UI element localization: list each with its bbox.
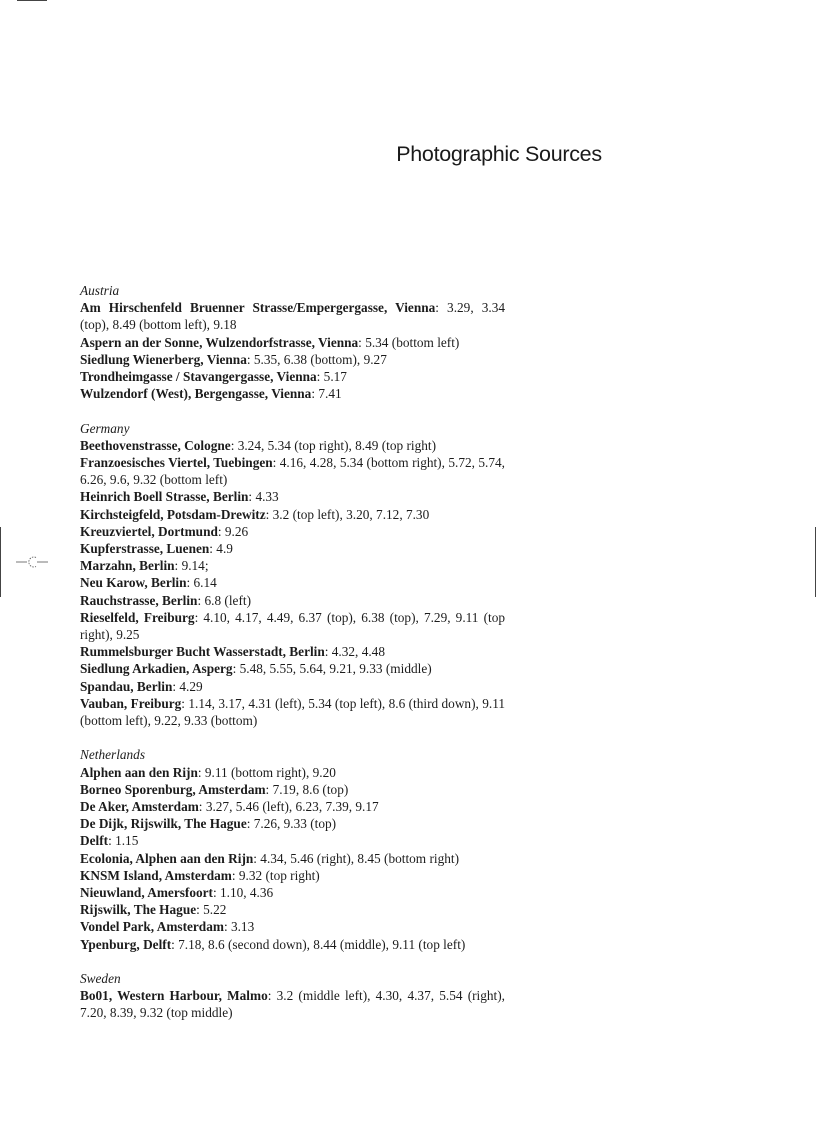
- source-entry: [80, 299, 505, 333]
- source-entry: [80, 488, 505, 505]
- entry-figure-references: : 3.27, 5.46 (left), 6.23, 7.39, 9.17: [198, 799, 379, 815]
- source-entry: [80, 454, 505, 488]
- entry-location-name: Kreuzviertel, Dortmund: [80, 523, 218, 539]
- source-entry: [80, 592, 505, 609]
- entry-location-name: Delft: [80, 833, 109, 849]
- entry-location-name: Marzahn, Berlin: [80, 558, 175, 574]
- entry-location-name: Ypenburg, Delft: [80, 936, 172, 952]
- entry-figure-references: : 9.14;: [174, 558, 209, 574]
- entry-figure-references: : 3.24, 5.34 (top right), 8.49 (top right): [230, 437, 437, 453]
- entry-location-name: Rauchstrasse, Berlin: [80, 592, 198, 608]
- entry-figure-references: : 6.8 (left): [197, 592, 251, 608]
- entry-location-name: Heinrich Boell Strasse, Berlin: [80, 489, 249, 505]
- entry-location-name: Rijswilk, The Hague: [80, 902, 197, 918]
- entry-figure-references: : 4.10, 4.17, 4.49, 6.37 (top), 6.38 (top), 7.29, 9.11 (top right), 9.25: [80, 609, 505, 643]
- source-entry: [80, 643, 505, 660]
- entry-figure-references: : 4.16, 4.28, 5.34 (bottom right), 5.72, 5.74, 6.26, 9.6, 9.32 (bottom left): [80, 455, 505, 488]
- entry-figure-references: : 6.14: [186, 575, 217, 591]
- source-entry: [80, 850, 505, 867]
- entry-figure-references: : 5.17: [316, 369, 347, 385]
- entry-figure-references: : 4.29: [172, 678, 203, 694]
- crop-mark-top: [17, 0, 47, 1]
- entry-figure-references: : 7.19, 8.6 (top): [265, 781, 349, 797]
- entry-figure-references: : 1.15: [108, 833, 139, 849]
- source-entry: [80, 987, 505, 1021]
- section-heading: Sweden: [80, 971, 121, 987]
- page-title: Photographic Sources: [396, 142, 602, 166]
- entry-location-name: Vauban, Freiburg: [80, 695, 182, 711]
- entry-figure-references: : 3.2 (top left), 3.20, 7.12, 7.30: [265, 506, 430, 522]
- entry-location-name: De Aker, Amsterdam: [80, 799, 199, 815]
- source-entry: [80, 918, 505, 935]
- entry-location-name: Bo01, Western Harbour, Malmo: [80, 988, 268, 1004]
- entry-figure-references: : 7.41: [311, 386, 342, 402]
- section-austria: [80, 282, 505, 402]
- source-entry: [80, 901, 505, 918]
- section-netherlands: [80, 746, 505, 952]
- entry-location-name: Spandau, Berlin: [80, 678, 173, 694]
- entry-figure-references: : 7.18, 8.6 (second down), 8.44 (middle), 9.11 (top left): [171, 936, 466, 952]
- entry-location-name: Am Hirschenfeld Bruenner Strasse/Empergergasse, Vienna: [80, 300, 436, 316]
- source-entry: [80, 506, 505, 523]
- section-heading: Netherlands: [80, 747, 146, 763]
- entry-figure-references: : 7.26, 9.33 (top): [246, 816, 337, 832]
- entry-figure-references: : 5.48, 5.55, 5.64, 9.21, 9.33 (middle): [232, 661, 432, 677]
- entry-figure-references: : 9.32 (top right): [231, 867, 320, 883]
- source-entry: [80, 798, 505, 815]
- entry-location-name: Franzoesisches Viertel, Tuebingen: [80, 455, 273, 471]
- source-entry: [80, 540, 505, 557]
- source-entry: [80, 764, 505, 781]
- entry-location-name: Aspern an der Sonne, Wulzendorfstrasse, Vienna: [80, 334, 359, 350]
- source-entry: [80, 574, 505, 591]
- source-entry: [80, 557, 505, 574]
- entry-location-name: Trondheimgasse / Stavangergasse, Vienna: [80, 369, 317, 385]
- source-entry: [80, 936, 505, 953]
- entry-location-name: Wulzendorf (West), Bergengasse, Vienna: [80, 386, 312, 402]
- source-entry: [80, 695, 505, 729]
- section-heading: Germany: [80, 420, 130, 436]
- source-entry: [80, 437, 505, 454]
- entry-figure-references: : 4.33: [248, 489, 279, 505]
- entry-figure-references: : 5.35, 6.38 (bottom), 9.27: [246, 351, 387, 367]
- entry-figure-references: : 9.11 (bottom right), 9.20: [197, 764, 336, 780]
- source-entry: [80, 815, 505, 832]
- sources-list: [80, 282, 505, 1039]
- source-entry: [80, 609, 505, 643]
- source-entry: [80, 334, 505, 351]
- entry-figure-references: : 3.29, 3.34 (top), 8.49 (bottom left), 9.18: [80, 300, 505, 333]
- entry-figure-references: : 5.22: [196, 902, 227, 918]
- entry-figure-references: : 1.10, 4.36: [212, 885, 274, 901]
- entry-figure-references: : 3.2 (middle left), 4.30, 4.37, 5.54 (right), 7.20, 8.39, 9.32 (top middle): [80, 988, 505, 1021]
- entry-figure-references: : 3.13: [223, 919, 255, 935]
- entry-figure-references: : 5.34 (bottom left): [358, 334, 460, 350]
- source-entry: [80, 867, 505, 884]
- section-heading: Austria: [80, 283, 120, 298]
- source-entry: [80, 884, 505, 901]
- entry-location-name: Borneo Sporenburg, Amsterdam: [80, 781, 266, 797]
- entry-figure-references: : 9.26: [217, 523, 249, 539]
- source-entry: [80, 832, 505, 849]
- source-entry: [80, 678, 505, 695]
- source-entry: [80, 781, 505, 798]
- source-entry: [80, 351, 505, 368]
- entry-location-name: Nieuwland, Amersfoort: [80, 885, 213, 901]
- entry-location-name: Siedlung Wienerberg, Vienna: [80, 351, 247, 367]
- entry-location-name: KNSM Island, Amsterdam: [80, 867, 232, 883]
- entry-location-name: Siedlung Arkadien, Asperg: [80, 661, 233, 677]
- entry-location-name: Beethovenstrasse, Cologne: [80, 437, 231, 453]
- entry-location-name: Vondel Park, Amsterdam: [80, 919, 224, 935]
- entry-location-name: Ecolonia, Alphen aan den Rijn: [80, 850, 254, 866]
- section-sweden: [80, 970, 505, 1022]
- entry-figure-references: : 1.14, 3.17, 4.31 (left), 5.34 (top left), 8.6 (third down), 9.11 (bottom left), 9.22, 9.33 (bottom): [80, 695, 505, 729]
- crop-mark-left: [0, 527, 1, 597]
- section-germany: [80, 420, 505, 730]
- entry-location-name: Alphen aan den Rijn: [80, 764, 198, 780]
- source-entry: [80, 385, 505, 402]
- entry-figure-references: : 4.32, 4.48: [324, 644, 385, 660]
- source-entry: [80, 660, 505, 677]
- entry-location-name: Rummelsburger Bucht Wasserstadt, Berlin: [80, 644, 325, 660]
- registration-mark-icon: [16, 554, 48, 570]
- source-entry: [80, 523, 505, 540]
- entry-location-name: Kirchsteigfeld, Potsdam-Drewitz: [80, 506, 266, 522]
- entry-location-name: Neu Karow, Berlin: [80, 575, 187, 591]
- entry-figure-references: : 4.34, 5.46 (right), 8.45 (bottom right): [253, 850, 459, 866]
- entry-figure-references: : 4.9: [209, 541, 233, 557]
- entry-location-name: Rieselfeld, Freiburg: [80, 609, 195, 625]
- source-entry: [80, 368, 505, 385]
- entry-location-name: De Dijk, Rijswilk, The Hague: [80, 816, 247, 832]
- entry-location-name: Kupferstrasse, Luenen: [80, 541, 210, 557]
